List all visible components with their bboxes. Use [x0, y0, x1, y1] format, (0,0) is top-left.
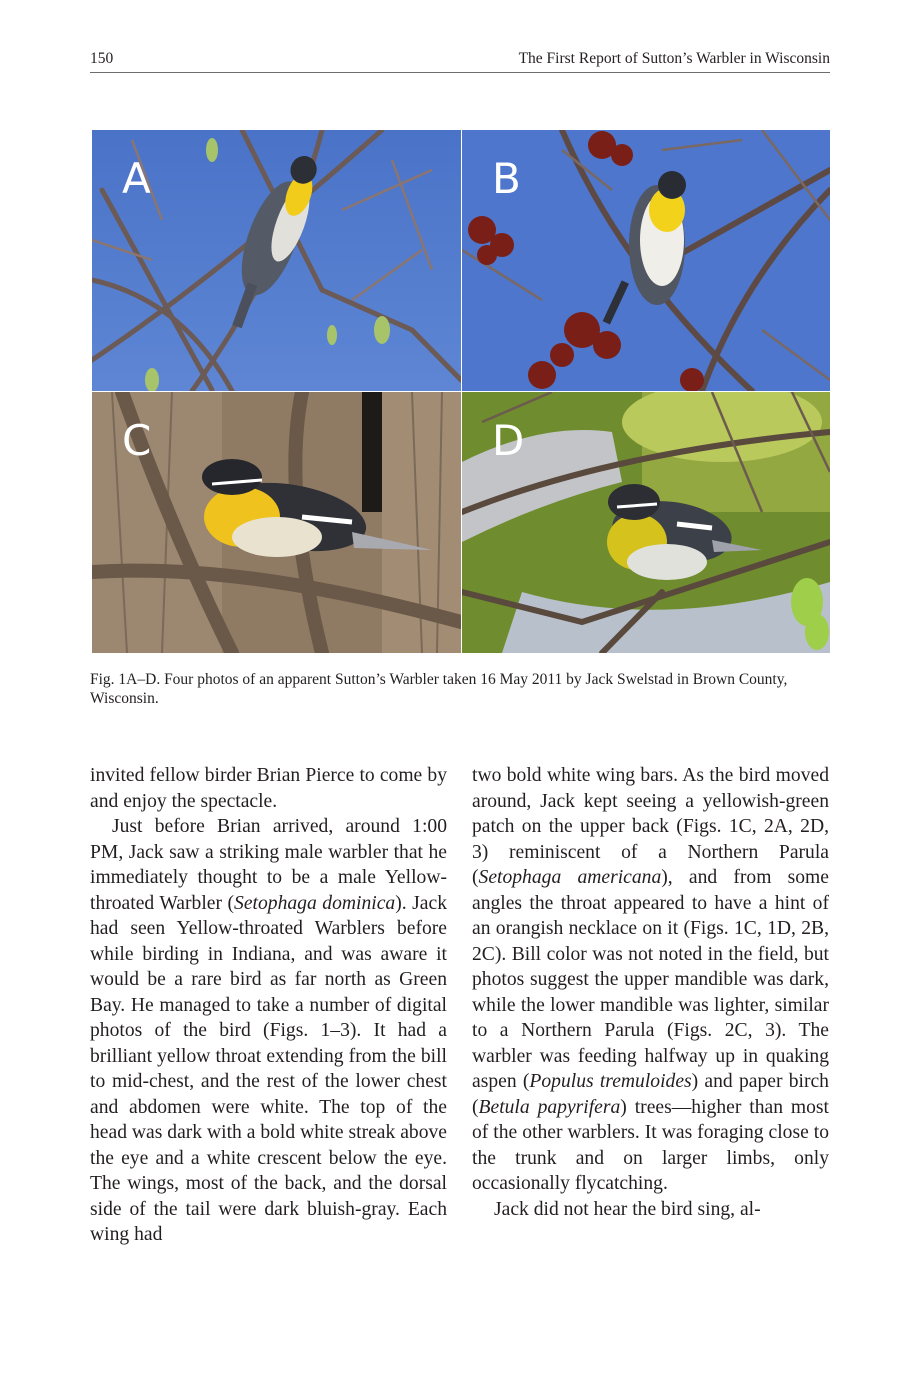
text-column-right [472, 763, 829, 1222]
text-column-left [90, 763, 447, 1248]
figure-caption: Fig. 1A–D. Four photos of an apparent Sutton’s Warbler taken 16 May 2011 by Jack Swelstad in Brown County, Wisconsin. [90, 671, 788, 707]
paragraph-text: Jack did not hear the bird sing, al- [494, 1198, 761, 1220]
running-head-title: The First Report of Sutton’s Warbler in Wisconsin [518, 50, 830, 67]
paragraph-text: two bold white wing bars. As the bird moved around, Jack kept seeing a yellowish-green patch on the upper back (Figs. 1C, 2A, 2D, 3) reminiscent of a Northern Parula ( [472, 765, 829, 888]
scientific-name: Setophaga dominica [234, 892, 396, 914]
running-header [90, 48, 830, 73]
paragraph-text: invited fellow birder Brian Pierce to come by and enjoy the spectacle. [90, 765, 447, 812]
panel-label: D [492, 416, 525, 465]
panel-label: C [122, 416, 152, 465]
paragraph-text: ), and from some angles the throat appeared to have a hint of an orangish necklace on it (Figs. 1C, 1D, 2B, 2C). Bill color was not noted in the field, but photos suggest the upper mandible was dark, while the lower mandible was lighter, similar to a Northern Parula (Figs. 2C, 3). The warbler was feeding halfway up in quaking aspen ( [472, 867, 829, 1092]
photo-panel-a [92, 130, 461, 391]
paragraph [90, 763, 447, 814]
paragraph [472, 1197, 829, 1223]
panel-label: B [492, 154, 521, 203]
paragraph-text: ) trees—higher than most of the other warblers. It was foraging close to the trunk and on larger limbs, only occasionally flycatching. [472, 1096, 829, 1194]
paragraph [90, 814, 447, 1248]
paragraph-text: Just before Brian arrived, around 1:00 PM, Jack saw a striking male warbler that he immediately thought to be a male Yellow-throated Warbler ( [90, 816, 447, 914]
paragraph [472, 763, 829, 1197]
panel-label: A [122, 154, 151, 203]
paragraph-text: ) and paper birch ( [472, 1071, 829, 1118]
photo-panel-d [462, 392, 830, 653]
scientific-name: Betula papyrifera [478, 1096, 621, 1118]
page-number: 150 [90, 50, 114, 67]
scientific-name: Populus tremuloides [529, 1071, 692, 1092]
photo-panel-c [92, 392, 461, 653]
scientific-name: Setophaga americana [478, 867, 662, 888]
photo-panel-b [462, 130, 830, 391]
paragraph-text: ). Jack had seen Yellow-throated Warblers before while birding in Indiana, and was aware it would be a rare bird as far north as Green Bay. He managed to take a number of digital photos of the bird (Figs. 1–3). It had a brilliant yellow throat extending from the bill to mid-chest, and the rest of the lower chest and abdomen were white. The top of the head was dark with a bold white streak above the eye and a white crescent below the eye. The wings, most of the back, and the dorsal side of the tail were dark bluish-gray. Each wing had [90, 892, 447, 1245]
figure-1-photo-grid [92, 130, 830, 653]
